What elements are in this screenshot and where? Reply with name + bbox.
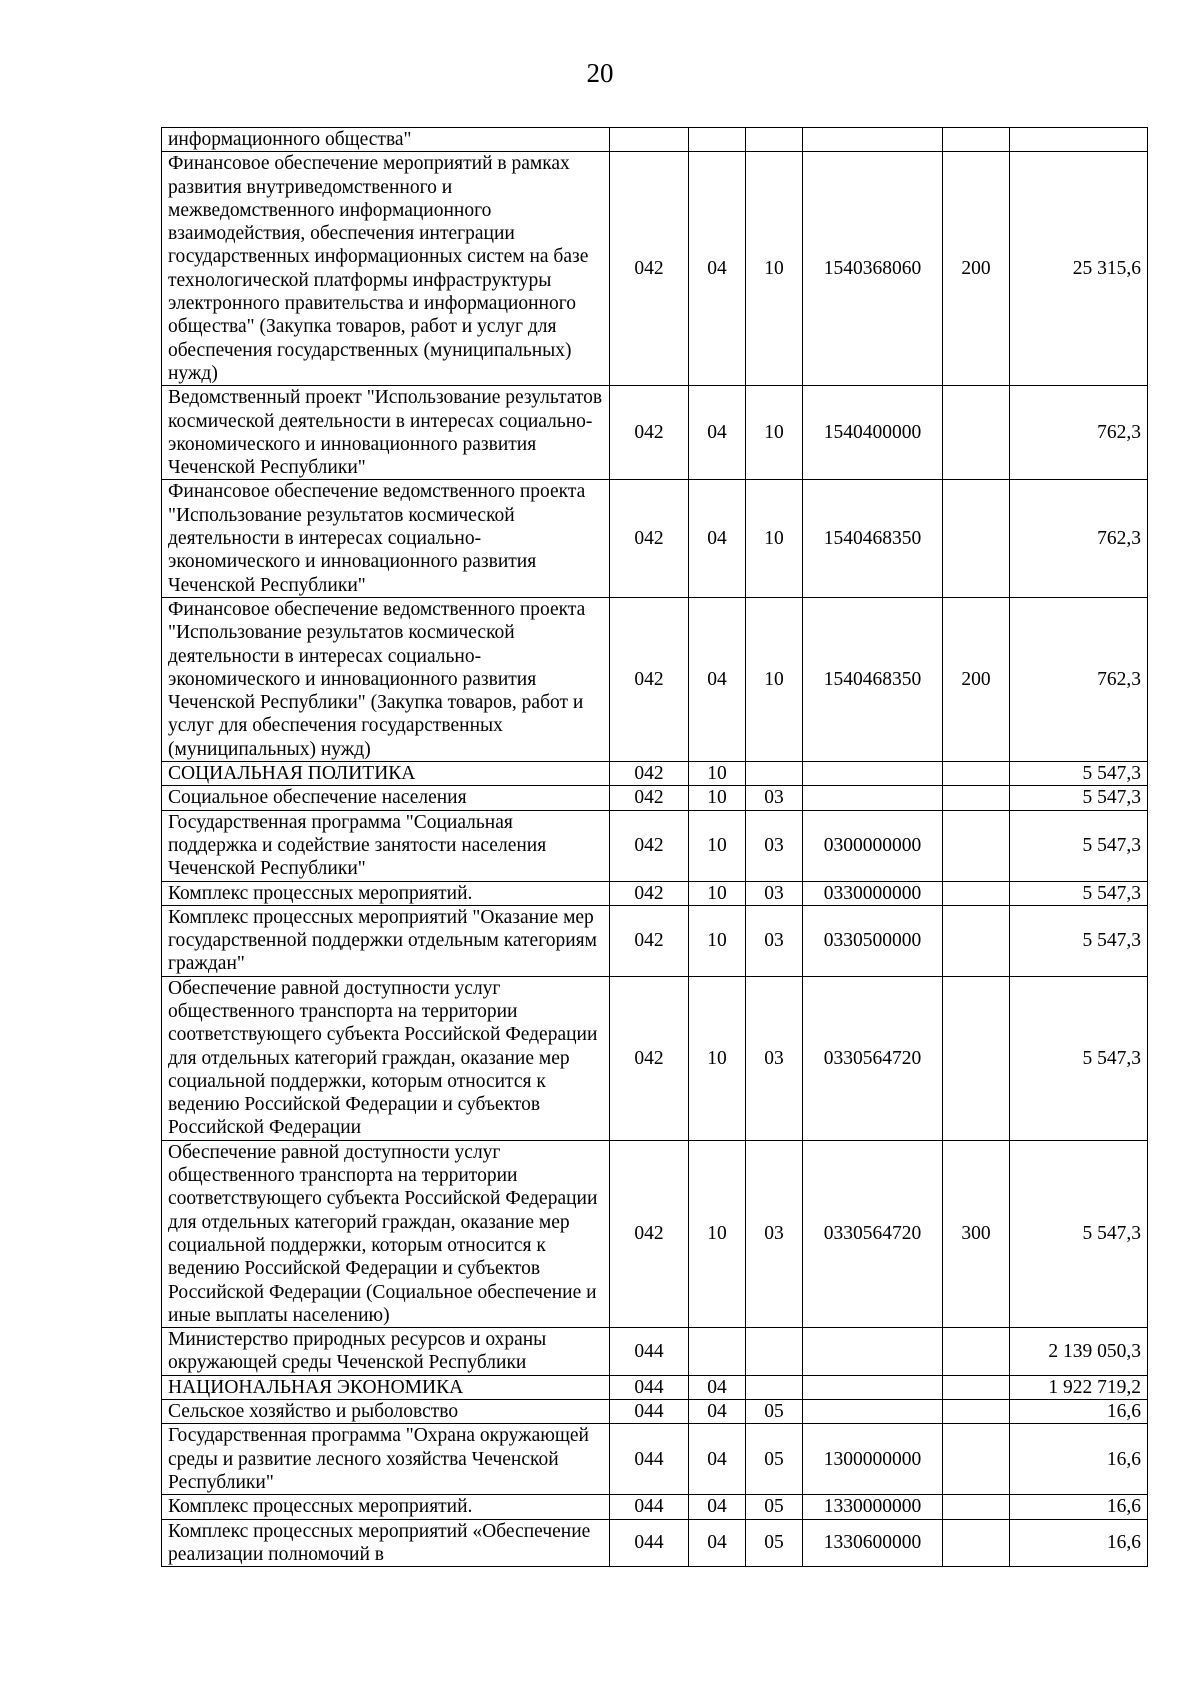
row-grbs-cell: 042 bbox=[610, 480, 689, 597]
row-grbs-cell bbox=[610, 128, 689, 152]
row-name-cell: Комплекс процессных мероприятий «Обеспечение реализации полномочий в bbox=[162, 1519, 610, 1567]
row-subsection-cell: 03 bbox=[746, 976, 803, 1140]
row-expense-type-cell bbox=[943, 1328, 1010, 1376]
row-expense-type-cell bbox=[943, 1400, 1010, 1424]
row-expense-type-cell bbox=[943, 905, 1010, 976]
row-subsection-cell: 10 bbox=[746, 480, 803, 597]
row-subsection-cell: 03 bbox=[746, 1140, 803, 1327]
row-target-article-cell bbox=[803, 762, 943, 786]
table-body bbox=[162, 128, 1148, 1567]
row-target-article-cell: 1540400000 bbox=[803, 386, 943, 480]
row-amount-cell: 5 547,3 bbox=[1010, 1140, 1148, 1327]
row-expense-type-cell bbox=[943, 1375, 1010, 1399]
row-grbs-cell: 042 bbox=[610, 881, 689, 905]
row-amount-cell: 762,3 bbox=[1010, 386, 1148, 480]
row-expense-type-cell: 200 bbox=[943, 597, 1010, 761]
row-amount-cell: 5 547,3 bbox=[1010, 881, 1148, 905]
table-row bbox=[162, 386, 1148, 480]
row-name-cell: Министерство природных ресурсов и охраны окружающей среды Чеченской Республики bbox=[162, 1328, 610, 1376]
row-amount-cell: 5 547,3 bbox=[1010, 762, 1148, 786]
row-amount-cell: 762,3 bbox=[1010, 480, 1148, 597]
row-expense-type-cell bbox=[943, 762, 1010, 786]
row-section-cell: 10 bbox=[689, 810, 746, 881]
table-row bbox=[162, 597, 1148, 761]
table-row bbox=[162, 152, 1148, 386]
row-grbs-cell: 044 bbox=[610, 1495, 689, 1519]
row-amount-cell: 762,3 bbox=[1010, 597, 1148, 761]
row-section-cell: 10 bbox=[689, 762, 746, 786]
row-section-cell: 10 bbox=[689, 976, 746, 1140]
row-subsection-cell: 03 bbox=[746, 881, 803, 905]
row-grbs-cell: 042 bbox=[610, 905, 689, 976]
page-number: 20 bbox=[586, 58, 614, 88]
table-row bbox=[162, 881, 1148, 905]
row-amount-cell: 16,6 bbox=[1010, 1495, 1148, 1519]
row-amount-cell bbox=[1010, 128, 1148, 152]
row-expense-type-cell bbox=[943, 128, 1010, 152]
row-grbs-cell: 042 bbox=[610, 786, 689, 810]
table-row bbox=[162, 1140, 1148, 1327]
table-row bbox=[162, 762, 1148, 786]
row-target-article-cell: 0330500000 bbox=[803, 905, 943, 976]
row-amount-cell: 5 547,3 bbox=[1010, 810, 1148, 881]
row-grbs-cell: 044 bbox=[610, 1375, 689, 1399]
row-name-cell: Финансовое обеспечение ведомственного проекта "Использование результатов космической деятельности в интересах социально-экономического и инновационного развития Чеченской Республики" bbox=[162, 480, 610, 597]
row-amount-cell: 16,6 bbox=[1010, 1519, 1148, 1567]
row-section-cell: 04 bbox=[689, 597, 746, 761]
row-expense-type-cell bbox=[943, 976, 1010, 1140]
row-grbs-cell: 044 bbox=[610, 1519, 689, 1567]
row-target-article-cell bbox=[803, 128, 943, 152]
budget-table bbox=[161, 127, 1148, 1567]
table-row bbox=[162, 1424, 1148, 1495]
row-name-cell: Комплекс процессных мероприятий. bbox=[162, 1495, 610, 1519]
row-name-cell: Обеспечение равной доступности услуг общественного транспорта на территории соответствующего субъекта Российской Федерации для отдельных категорий граждан, оказание мер социальной поддержки, которым относится к ведению Российской Федерации и субъектов Российской Федерации (Социальное обеспечение и иные выплаты населению) bbox=[162, 1140, 610, 1327]
row-expense-type-cell bbox=[943, 1424, 1010, 1495]
table-row bbox=[162, 810, 1148, 881]
row-name-cell: Ведомственный проект "Использование результатов космической деятельности в интересах социально-экономического и инновационного развития Чеченской Республики" bbox=[162, 386, 610, 480]
table-row bbox=[162, 976, 1148, 1140]
row-target-article-cell: 1540468350 bbox=[803, 597, 943, 761]
row-name-cell: Финансовое обеспечение ведомственного проекта "Использование результатов космической деятельности в интересах социально-экономического и инновационного развития Чеченской Республики" (Закупка товаров, работ и услуг для обеспечения государственных (муниципальных) нужд) bbox=[162, 597, 610, 761]
row-section-cell: 10 bbox=[689, 786, 746, 810]
row-name-cell: Социальное обеспечение населения bbox=[162, 786, 610, 810]
row-section-cell bbox=[689, 1328, 746, 1376]
row-target-article-cell: 1540368060 bbox=[803, 152, 943, 386]
row-section-cell: 10 bbox=[689, 881, 746, 905]
row-subsection-cell: 05 bbox=[746, 1519, 803, 1567]
row-grbs-cell: 044 bbox=[610, 1400, 689, 1424]
row-name-cell: Комплекс процессных мероприятий "Оказание мер государственной поддержки отдельным категориям граждан" bbox=[162, 905, 610, 976]
table-row bbox=[162, 905, 1148, 976]
row-section-cell: 10 bbox=[689, 1140, 746, 1327]
row-target-article-cell bbox=[803, 1400, 943, 1424]
row-expense-type-cell bbox=[943, 1519, 1010, 1567]
table-row bbox=[162, 1400, 1148, 1424]
row-section-cell: 04 bbox=[689, 1519, 746, 1567]
row-target-article-cell bbox=[803, 1328, 943, 1376]
row-grbs-cell: 042 bbox=[610, 976, 689, 1140]
table-row bbox=[162, 1519, 1148, 1567]
row-grbs-cell: 042 bbox=[610, 152, 689, 386]
row-expense-type-cell bbox=[943, 786, 1010, 810]
row-name-cell: Сельское хозяйство и рыболовство bbox=[162, 1400, 610, 1424]
row-subsection-cell bbox=[746, 1328, 803, 1376]
row-section-cell bbox=[689, 128, 746, 152]
row-section-cell: 04 bbox=[689, 386, 746, 480]
row-grbs-cell: 042 bbox=[610, 1140, 689, 1327]
row-amount-cell: 5 547,3 bbox=[1010, 976, 1148, 1140]
row-target-article-cell bbox=[803, 1375, 943, 1399]
table-row bbox=[162, 480, 1148, 597]
row-amount-cell: 1 922 719,2 bbox=[1010, 1375, 1148, 1399]
row-target-article-cell: 1540468350 bbox=[803, 480, 943, 597]
row-expense-type-cell bbox=[943, 810, 1010, 881]
row-target-article-cell: 0300000000 bbox=[803, 810, 943, 881]
row-name-cell: СОЦИАЛЬНАЯ ПОЛИТИКА bbox=[162, 762, 610, 786]
row-section-cell: 04 bbox=[689, 1424, 746, 1495]
row-grbs-cell: 044 bbox=[610, 1424, 689, 1495]
row-subsection-cell: 10 bbox=[746, 386, 803, 480]
row-expense-type-cell bbox=[943, 480, 1010, 597]
row-section-cell: 04 bbox=[689, 1495, 746, 1519]
row-amount-cell: 16,6 bbox=[1010, 1400, 1148, 1424]
row-grbs-cell: 042 bbox=[610, 386, 689, 480]
row-name-cell: Комплекс процессных мероприятий. bbox=[162, 881, 610, 905]
row-name-cell: Обеспечение равной доступности услуг общественного транспорта на территории соответствующего субъекта Российской Федерации для отдельных категорий граждан, оказание мер социальной поддержки, которым относится к ведению Российской Федерации и субъектов Российской Федерации bbox=[162, 976, 610, 1140]
row-subsection-cell: 03 bbox=[746, 810, 803, 881]
row-subsection-cell bbox=[746, 1375, 803, 1399]
row-name-cell: информационного общества" bbox=[162, 128, 610, 152]
row-name-cell: Государственная программа "Социальная поддержка и содействие занятости населения Чеченской Республики" bbox=[162, 810, 610, 881]
row-subsection-cell: 03 bbox=[746, 905, 803, 976]
row-section-cell: 04 bbox=[689, 1400, 746, 1424]
row-grbs-cell: 042 bbox=[610, 597, 689, 761]
row-amount-cell: 5 547,3 bbox=[1010, 905, 1148, 976]
row-target-article-cell: 0330000000 bbox=[803, 881, 943, 905]
table-row bbox=[162, 1328, 1148, 1376]
row-subsection-cell: 05 bbox=[746, 1495, 803, 1519]
row-section-cell: 10 bbox=[689, 905, 746, 976]
row-section-cell: 04 bbox=[689, 1375, 746, 1399]
row-grbs-cell: 044 bbox=[610, 1328, 689, 1376]
row-target-article-cell: 0330564720 bbox=[803, 976, 943, 1140]
row-expense-type-cell bbox=[943, 386, 1010, 480]
row-grbs-cell: 042 bbox=[610, 762, 689, 786]
row-expense-type-cell bbox=[943, 881, 1010, 905]
row-subsection-cell: 10 bbox=[746, 152, 803, 386]
row-subsection-cell bbox=[746, 128, 803, 152]
row-name-cell: Финансовое обеспечение мероприятий в рамках развития внутриведомственного и межведомственного информационного взаимодействия, обеспечения интеграции государственных информационных систем на базе технологической платформы инфраструктуры электронного правительства и информационного общества" (Закупка товаров, работ и услуг для обеспечения государственных (муниципальных) нужд) bbox=[162, 152, 610, 386]
row-subsection-cell: 10 bbox=[746, 597, 803, 761]
row-name-cell: Государственная программа "Охрана окружающей среды и развитие лесного хозяйства Чеченской Республики" bbox=[162, 1424, 610, 1495]
row-subsection-cell: 03 bbox=[746, 786, 803, 810]
row-target-article-cell: 1330600000 bbox=[803, 1519, 943, 1567]
row-amount-cell: 2 139 050,3 bbox=[1010, 1328, 1148, 1376]
row-grbs-cell: 042 bbox=[610, 810, 689, 881]
row-target-article-cell: 0330564720 bbox=[803, 1140, 943, 1327]
row-subsection-cell bbox=[746, 762, 803, 786]
row-subsection-cell: 05 bbox=[746, 1424, 803, 1495]
row-section-cell: 04 bbox=[689, 480, 746, 597]
row-name-cell: НАЦИОНАЛЬНАЯ ЭКОНОМИКА bbox=[162, 1375, 610, 1399]
row-subsection-cell: 05 bbox=[746, 1400, 803, 1424]
row-section-cell: 04 bbox=[689, 152, 746, 386]
table-row bbox=[162, 1375, 1148, 1399]
row-expense-type-cell: 300 bbox=[943, 1140, 1010, 1327]
row-target-article-cell: 1330000000 bbox=[803, 1495, 943, 1519]
row-amount-cell: 16,6 bbox=[1010, 1424, 1148, 1495]
row-target-article-cell bbox=[803, 786, 943, 810]
table-row bbox=[162, 1495, 1148, 1519]
table-row bbox=[162, 786, 1148, 810]
table-row bbox=[162, 128, 1148, 152]
row-amount-cell: 5 547,3 bbox=[1010, 786, 1148, 810]
row-expense-type-cell bbox=[943, 1495, 1010, 1519]
row-target-article-cell: 1300000000 bbox=[803, 1424, 943, 1495]
row-expense-type-cell: 200 bbox=[943, 152, 1010, 386]
row-amount-cell: 25 315,6 bbox=[1010, 152, 1148, 386]
